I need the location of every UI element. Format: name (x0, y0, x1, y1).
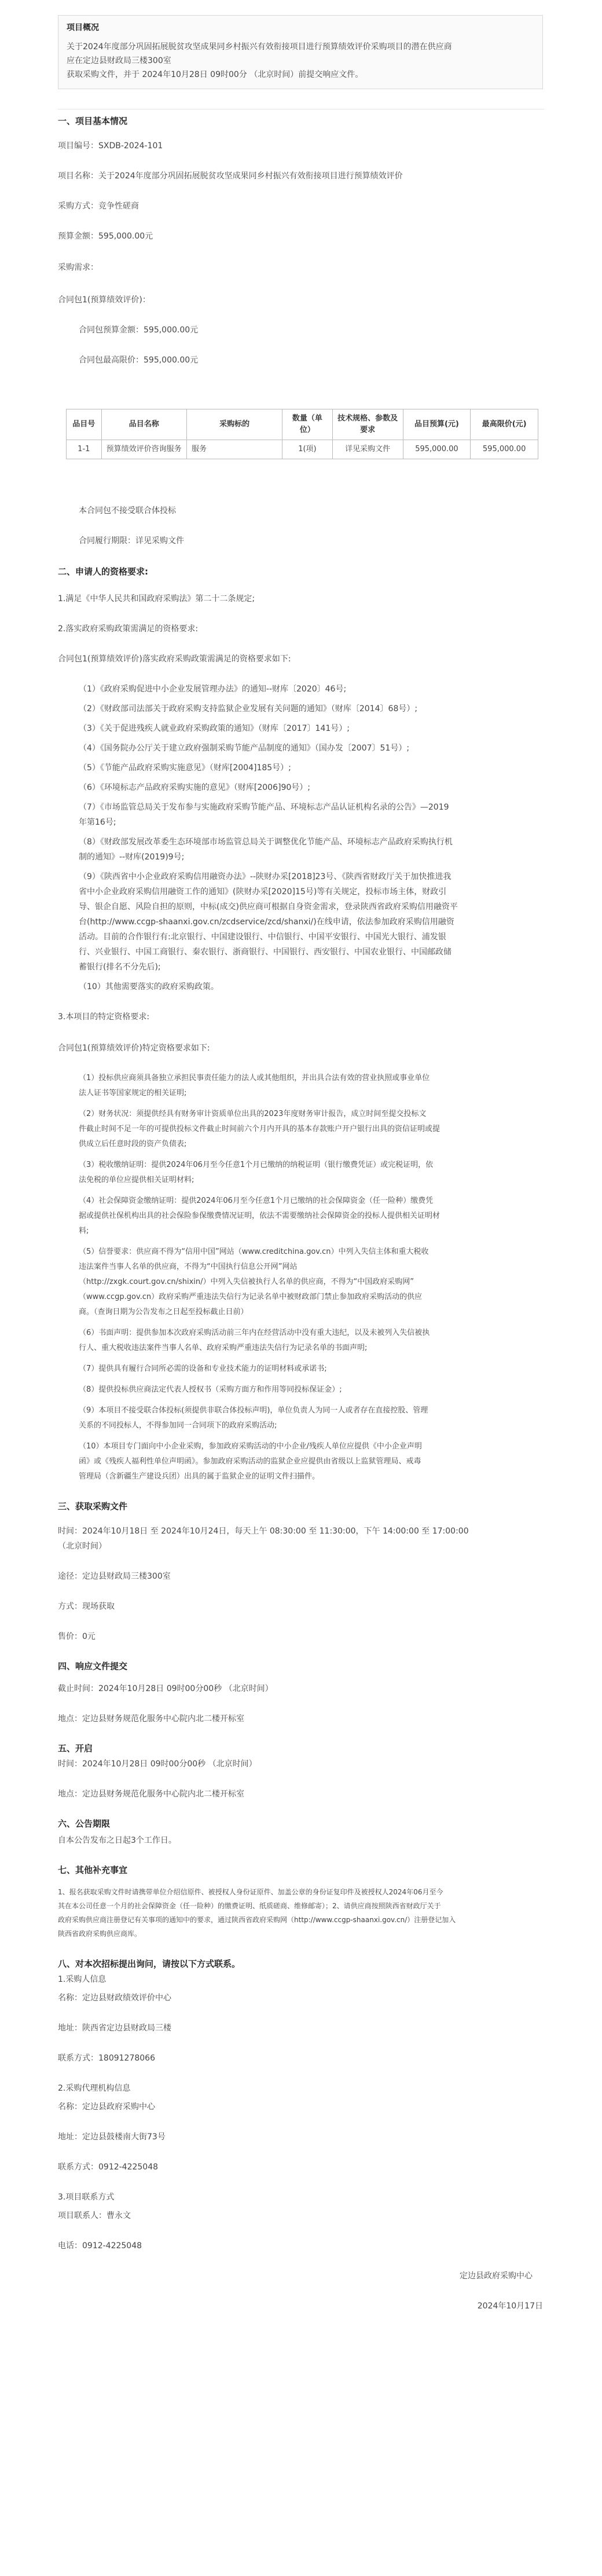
policy-item: （4）《国务院办公厅关于建立政府强制采购节能产品制度的通知》（国办发〔2007〕51号）; (79, 744, 410, 753)
section-7-heading: 七、其他补充事宜 (58, 1865, 128, 1875)
agency-info-title: 2.采购代理机构信息 (58, 2084, 131, 2093)
policy-item: 活动。目前的合作银行有:北京银行、中国建设银行、中信银行、中国平安银行、中国光大银行、浦发银 (79, 932, 446, 942)
table-header-row (67, 409, 538, 440)
requirement-line: （8）提供投标供应商法定代表人授权书（采购方面方和作用等同投标保证金）; (79, 1385, 342, 1394)
purchaser-info-title: 1.采购人信息 (58, 1975, 107, 1984)
policy-item: （8）《财政部发展改革委生态环境部市场监管总局关于调整优化节能产品、环境标志产品政府采购执行机 (79, 837, 453, 847)
requirement-line: 法免税的单位应提供相关证明材料; (79, 1176, 194, 1184)
section-4-heading: 四、响应文件提交 (58, 1661, 128, 1671)
submission-place: 地点：定边县财务规范化服务中心院内北二楼开标室 (58, 1714, 244, 1724)
specific-qualification-intro: 合同包1(预算绩效评价)特定资格要求如下: (58, 1044, 210, 1053)
package-budget: 合同包预算金额：595,000.00元 (79, 325, 199, 335)
requirement-line: （http://zxgk.court.gov.cn/shixin/）中列入失信被执行人名单的供应商，不得为“中国政府采购网” (79, 1278, 414, 1286)
consortium-note: 本合同包不接受联合体投标 (79, 506, 176, 515)
procurement-method: 采购方式：竞争性磋商 (58, 202, 139, 211)
agency-name: 名称：定边县政府采购中心 (58, 2102, 155, 2112)
table-header-cell: 品目预算(元) (403, 409, 471, 440)
table-cell: 服务 (187, 440, 282, 459)
requirement-line: 函》或《残疾人福利性单位声明函》。参加政府采购活动的监狱企业应提供由省级以上监狱管理局、戒毒 (79, 1457, 421, 1466)
budget-amount: 预算金额：595,000.00元 (58, 232, 153, 241)
requirement-line: （2）财务状况：须提供经具有财务审计资质单位出具的2023年度财务审计报告，成立时间至提交投标文 (79, 1110, 427, 1118)
supplementary-line: 政府采购供应商注册登记有关事项的通知中的要求，通过陕西省政府采购网（http://www.ccgp-shaanxi.gov.cn/）注册登记加入 (58, 1916, 456, 1924)
requirement-line: （7）提供具有履行合同所必需的设备和专业技术能力的证明材料或承诺书; (79, 1364, 327, 1373)
opening-place: 地点：定边县财务规范化服务中心院内北二楼开标室 (58, 1790, 244, 1799)
table-header-cell: 采购标的 (187, 409, 282, 440)
qualification-2: 2.落实政府采购政策需满足的资格要求: (58, 624, 199, 634)
document-price: 售价：0元 (58, 1632, 96, 1641)
requirement-line: 关系的不同投标人，不得参加同一合同项下的政府采购活动; (79, 1421, 277, 1430)
policy-item: 台(http://www.ccgp-shaanxi.gov.cn/zcdservice/zcd/shanxi/)在线申请，依法参加政府采购信用融资 (79, 917, 454, 927)
project-number: 项目编号：SXDB-2024-101 (58, 141, 163, 151)
policy-item: （9）《陕西省中小企业政府采购信用融资办法》--陕财办采[2018]23号、《陕西省财政厅关于加快推进我 (79, 872, 452, 881)
qualification-package-intro: 合同包1(预算绩效评价)落实政府采购政策需满足的资格要求如下: (58, 654, 291, 664)
overview-line-2: 应在定边县财政局三楼300室 (67, 56, 171, 65)
acquisition-method: 方式：现场获取 (58, 1602, 115, 1611)
requirement-line: 违法案件当事人名单的供应商，不得为“中国执行信息公开网”网站 (79, 1263, 298, 1271)
issuer-organization: 定边县政府采购中心 (460, 2271, 533, 2281)
table-header-cell: 技术规格、参数及要求 (332, 409, 403, 440)
table-cell: 595,000.00 (471, 440, 538, 459)
table-header-cell: 品目号 (67, 409, 102, 440)
policy-item: 行、兴业银行、中国工商银行、秦农银行、浙商银行、中国银行、西安银行、中国农业银行、中国邮政储 (79, 947, 452, 957)
requirement-line: 料; (79, 1227, 89, 1235)
policy-item: （6）《环境标志产品政府采购实施的意见》（财库[2006]90号）; (79, 783, 310, 792)
overview-line-1: 关于2024年度部分巩固拓展脱贫攻坚成果同乡村振兴有效衔接项目进行预算绩效评价采购项目的潜在供应商 (67, 42, 452, 52)
section-8-heading: 八、对本次招标提出询问，请按以下方式联系。 (58, 1959, 241, 1969)
contract-period: 合同履行期限：详见采购文件 (79, 536, 184, 546)
table-header-cell: 数量（单位） (282, 409, 332, 440)
section-6-heading: 六、公告期限 (58, 1818, 111, 1829)
table-cell: 1-1 (67, 440, 102, 459)
requirement-line: （9）本项目不接受联合体投标(须提供非联合体投标声明)，单位负责人为同一人或者存在直接控股、管理 (79, 1406, 428, 1415)
requirement-line: 管理局（含新疆生产建设兵团）出具的属于监狱企业的证明文件扫描件。 (79, 1472, 320, 1481)
project-overview-box (58, 15, 543, 89)
purchaser-address: 地址：陕西省定边县财政局三楼 (58, 2024, 171, 2033)
acquisition-time-zone: （北京时间） (58, 1542, 107, 1551)
agency-address: 地址：定边县鼓楼南大街73号 (58, 2132, 166, 2142)
table-cell: 595,000.00 (403, 440, 471, 459)
requirement-line: （5）信誉要求：供应商不得为“信用中国”网站（www.creditchina.gov.cn）中列入失信主体和重大税收 (79, 1247, 429, 1256)
procurement-demand: 采购需求： (58, 263, 98, 272)
acquisition-place: 途径：定边县财政局三楼300室 (58, 1572, 171, 1581)
qualification-1: 1.满足《中华人民共和国政府采购法》第二十二条规定; (58, 594, 255, 603)
section-3-heading: 三、获取采购文件 (58, 1501, 128, 1512)
budget-table (66, 409, 538, 459)
policy-item: （10）其他需要落实的政府采购政策。 (79, 982, 219, 991)
contract-package: 合同包1(预算绩效评价)： (58, 295, 150, 305)
requirement-line: 法人证书等国家规定的相关证明; (79, 1089, 187, 1097)
table-cell: 详见采购文件 (332, 440, 403, 459)
purchaser-name: 名称：定边县财政绩效评价中心 (58, 1993, 171, 2003)
requirement-line: （www.ccgp.gov.cn）政府采购严重违法失信行为记录名单中被财政部门禁止参加政府采购活动的供应 (79, 1293, 423, 1301)
requirement-line: 供成立后任意时段的资产负债表; (79, 1140, 187, 1148)
section-2-heading: 二、申请人的资格要求: (58, 566, 148, 577)
notice-period: 自本公告发布之日起3个工作日。 (58, 1836, 177, 1845)
requirement-line: 行人、重大税收违法案件当事人名单、政府采购严重违法失信行为记录名单的书面声明; (79, 1344, 368, 1352)
policy-item: 导、银企自愿、风险自担的原则，中标(成交)供应商可根据自身资金需求，登录陕西省政府采购信用融资平 (79, 902, 458, 912)
policy-item: 省中小企业政府采购信用融资工作的通知》(陕财办采[2020]15号)等有关规定，投标市场主体，财政引 (79, 887, 447, 897)
acquisition-time: 时间：2024年10月18日 至 2024年10月24日，每天上午 08:30:00 至 11:30:00，下午 14:00:00 至 17:00:00 (58, 1527, 469, 1536)
requirement-line: 商。（查询日期为公告发布之日起至投标截止日前） (79, 1308, 248, 1316)
section-5-heading: 五、开启 (58, 1743, 93, 1754)
supplementary-line: 其在本公司任意一个月的社会保障资金（任一险种）的缴费证明、纸质磋商、维修邮寄）；2、请供应商按照陕西省财政厅关于 (58, 1902, 441, 1910)
overview-title: 项目概况 (67, 23, 99, 32)
policy-item: （3）《关于促进残疾人就业政府采购政策的通知》（财库〔2017〕141号）; (79, 724, 350, 733)
package-max-price: 合同包最高限价：595,000.00元 (79, 356, 199, 365)
submission-deadline: 截止时间：2024年10月28日 09时00分00秒 （北京时间） (58, 1684, 273, 1693)
policy-item: 制的通知》--财库(2019)9号; (79, 852, 185, 862)
table-cell: 预算绩效评价咨询服务 (101, 440, 186, 459)
policy-item: 年第16号; (79, 818, 116, 827)
specific-qualification-heading: 3.本项目的特定资格要求: (58, 1012, 150, 1022)
requirement-line: 件截止时间不足一年的可提供投标文件截止时间前六个月内开具的基本存款账户开户银行出具的资信证明或提 (79, 1125, 441, 1133)
project-contact-title: 3.项目联系方式 (58, 2193, 115, 2202)
table-row (67, 440, 538, 459)
requirement-line: （10）本项目专门面向中小企业采购，参加政府采购活动的中小企业/残疾人单位应提供《中小企业声明 (79, 1442, 422, 1451)
supplementary-line: 陕西省政府采购供应商库。 (58, 1930, 142, 1938)
opening-time: 时间：2024年10月28日 09时00分00秒 （北京时间） (58, 1759, 257, 1769)
policy-item: （1）《政府采购促进中小企业发展管理办法》的通知--财库〔2020〕46号; (79, 685, 347, 694)
policy-item: （2）《财政部司法部关于政府采购支持监狱企业发展有关问题的通知》（财库〔2014〕68号）; (79, 704, 418, 713)
table-header-cell: 最高限价(元) (471, 409, 538, 440)
purchaser-phone: 联系方式：18091278066 (58, 2054, 155, 2063)
overview-line-3: 获取采购文件，并于 2024年10月28日 09时00分 （北京时间）前提交响应文件。 (67, 70, 364, 79)
requirement-line: （6）书面声明：提供参加本次政府采购活动前三年内在经营活动中没有重大违纪，以及未被列入失信被执 (79, 1329, 430, 1337)
requirement-line: （4）社会保障资金缴纳证明：提供2024年06月至今任意1个月已缴纳的社会保障资金（任一险种）缴费凭 (79, 1196, 434, 1205)
supplementary-line: 1、报名获取采购文件时请携带单位介绍信原件、被授权人身份证原件、加盖公章的身份证复印件及被授权人2024年06月至今 (58, 1888, 443, 1896)
agency-phone: 联系方式：0912-4225048 (58, 2162, 159, 2172)
policy-item: 蓄银行(排名不分先后); (79, 963, 161, 972)
requirement-line: 据或提供社保机构出具的社会保险参保缴费情况证明，依法不需要缴纳社会保障资金的投标人提供相关证明材 (79, 1212, 441, 1220)
issue-date: 2024年10月17日 (477, 2301, 543, 2311)
section-1-heading: 一、项目基本情况 (58, 116, 128, 126)
project-contact-phone: 电话：0912-4225048 (58, 2241, 142, 2251)
table-header-cell: 品目名称 (101, 409, 186, 440)
project-name: 项目名称：关于2024年度部分巩固拓展脱贫攻坚成果同乡村振兴有效衔接项目进行预算绩效评价 (58, 171, 403, 181)
policy-item: （7）《市场监管总局关于发布参与实施政府采购节能产品、环境标志产品认证机构名录的公告》—2019 (79, 803, 449, 812)
requirement-line: （1）投标供应商须具备独立承担民事责任能力的法人或其他组织，并出具合法有效的营业执照或事业单位 (79, 1074, 430, 1082)
requirement-line: （3）税收缴纳证明：提供2024年06月至今任意1个月已缴纳的纳税证明（银行缴费凭证）或完税证明，依 (79, 1161, 434, 1169)
project-contact-person: 项目联系人：曹永文 (58, 2211, 131, 2220)
table-cell: 1(项) (282, 440, 332, 459)
policy-item: （5）《节能产品政府采购实施意见》（财库[2004]185号）; (79, 763, 291, 773)
